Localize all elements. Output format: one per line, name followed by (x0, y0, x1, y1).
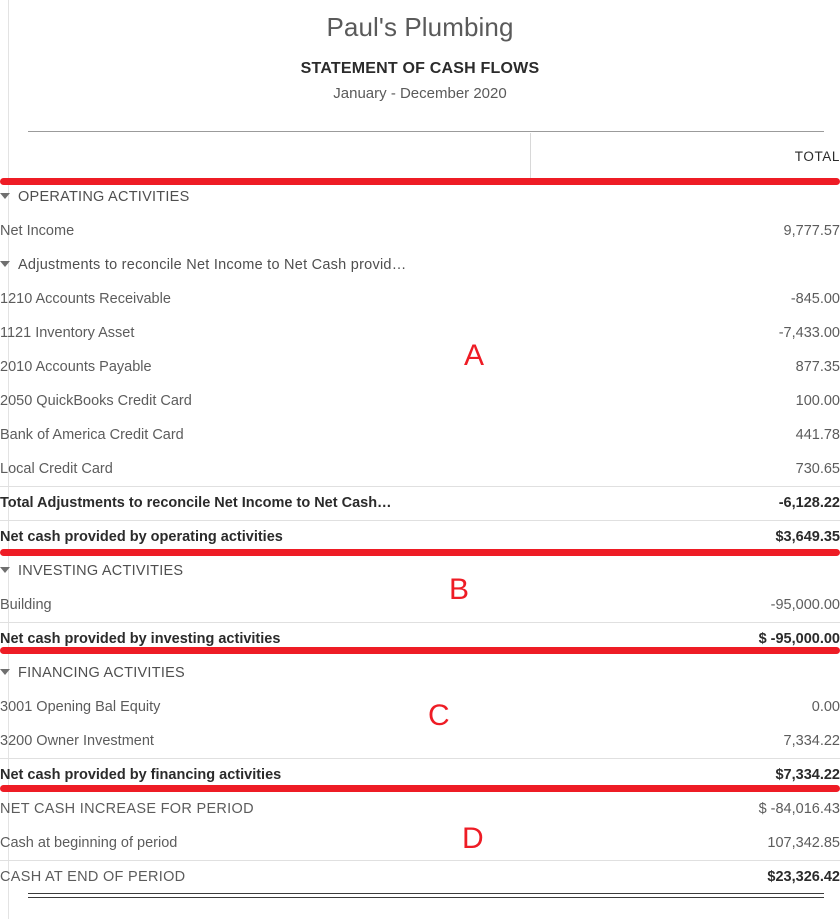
row-value: $23,326.42 (767, 869, 840, 886)
row-label: 2050 QuickBooks Credit Card (0, 393, 192, 409)
table-row[interactable] (0, 316, 840, 350)
row-value: 7,334.22 (530, 724, 840, 758)
row-label: Net cash provided by operating activities (0, 529, 283, 546)
table-row[interactable] (0, 588, 840, 622)
row-label: 1121 Inventory Asset (0, 325, 135, 341)
row-label: 3001 Opening Bal Equity (0, 699, 161, 715)
table-row[interactable] (0, 350, 840, 384)
row-net-cash-increase (0, 792, 840, 826)
header-total-cell: TOTAL (530, 133, 840, 180)
row-label: 1210 Accounts Receivable (0, 291, 171, 307)
annotation-line-4 (0, 785, 840, 792)
table-header-row (0, 133, 840, 180)
section-label-cell (0, 180, 530, 214)
table-row[interactable] (0, 282, 840, 316)
section-investing-value (530, 554, 840, 588)
row-label: Local Credit Card (0, 460, 113, 477)
row-value: $7,334.22 (775, 767, 840, 784)
chevron-down-icon[interactable] (0, 567, 10, 573)
section-header-financing[interactable] (0, 656, 840, 690)
bottom-rule-outer (28, 893, 824, 894)
section-label-cell (0, 656, 530, 690)
section-operating-label: OPERATING ACTIVITIES (18, 189, 190, 205)
row-value: 877.35 (795, 359, 840, 375)
section-header-investing[interactable] (0, 554, 840, 588)
row-value: 9,777.57 (783, 223, 840, 239)
annotation-line-2 (0, 549, 840, 556)
row-label: Bank of America Credit Card (0, 427, 184, 443)
row-label: Net cash provided by investing activities (0, 631, 281, 648)
subsection-adjustments-label: Adjustments to reconcile Net Income to Net Cash provid… (18, 257, 407, 273)
section-investing-label: INVESTING ACTIVITIES (18, 563, 184, 579)
row-label: 3200 Owner Investment (0, 724, 530, 758)
row-value: 107,342.85 (530, 826, 840, 860)
row-label: Cash at beginning of period (0, 826, 530, 860)
annotation-line-3 (0, 647, 840, 654)
row-value: $ -95,000.00 (758, 631, 840, 648)
table-row[interactable] (0, 418, 840, 452)
row-label: Building (0, 588, 530, 622)
row-value: 100.00 (795, 393, 840, 409)
chevron-down-icon[interactable] (0, 261, 10, 267)
company-name: Paul's Plumbing (326, 12, 514, 42)
row-value: -7,433.00 (778, 325, 840, 341)
row-label: CASH AT END OF PERIOD (0, 869, 186, 886)
bottom-rule-inner (28, 897, 824, 898)
row-label: NET CASH INCREASE FOR PERIOD (0, 801, 254, 817)
row-value: -6,128.22 (530, 486, 840, 520)
section-financing-label: FINANCING ACTIVITIES (18, 665, 185, 681)
section-financing-value (530, 656, 840, 690)
row-value: 441.78 (795, 427, 840, 443)
row-value: $ -84,016.43 (758, 801, 840, 817)
row-value: -95,000.00 (530, 588, 840, 622)
row-label: Net Income (0, 223, 75, 239)
row-cash-end (0, 860, 840, 894)
row-cash-beginning (0, 826, 840, 860)
row-label: Total Adjustments to reconcile Net Income to Net Cash… (0, 486, 530, 520)
annotation-line-1 (0, 178, 840, 185)
annotation-letter-a: A (464, 339, 485, 372)
row-value: $3,649.35 (775, 529, 840, 546)
report-title: STATEMENT OF CASH FLOWS (300, 60, 540, 77)
section-operating-value (530, 180, 840, 214)
subsection-adjustments-value (530, 248, 840, 282)
statement-table-wrapper (0, 133, 840, 894)
subsection-header-adjustments[interactable] (0, 248, 840, 282)
row-value: 0.00 (811, 699, 840, 715)
statement-table (0, 133, 840, 894)
report-period: January - December 2020 (333, 85, 507, 102)
row-value: -845.00 (790, 291, 840, 307)
header-divider (28, 131, 824, 132)
row-value: 730.65 (795, 460, 840, 477)
table-row[interactable] (0, 384, 840, 418)
header-blank-cell (0, 133, 530, 180)
section-header-operating[interactable] (0, 180, 840, 214)
chevron-down-icon[interactable] (0, 669, 10, 675)
subsection-label-cell (0, 248, 530, 282)
report-header (0, 0, 840, 104)
table-row[interactable] (0, 452, 840, 486)
chevron-down-icon[interactable] (0, 193, 10, 199)
annotation-letter-b: B (449, 573, 470, 606)
table-row[interactable] (0, 724, 840, 758)
row-label: 2010 Accounts Payable (0, 359, 152, 375)
row-total-adjustments (0, 486, 840, 520)
annotation-letter-d: D (462, 822, 484, 855)
row-label: Net cash provided by financing activities (0, 767, 282, 784)
row-net-income[interactable] (0, 214, 840, 248)
table-row[interactable] (0, 690, 840, 724)
annotation-letter-c: C (428, 699, 450, 732)
